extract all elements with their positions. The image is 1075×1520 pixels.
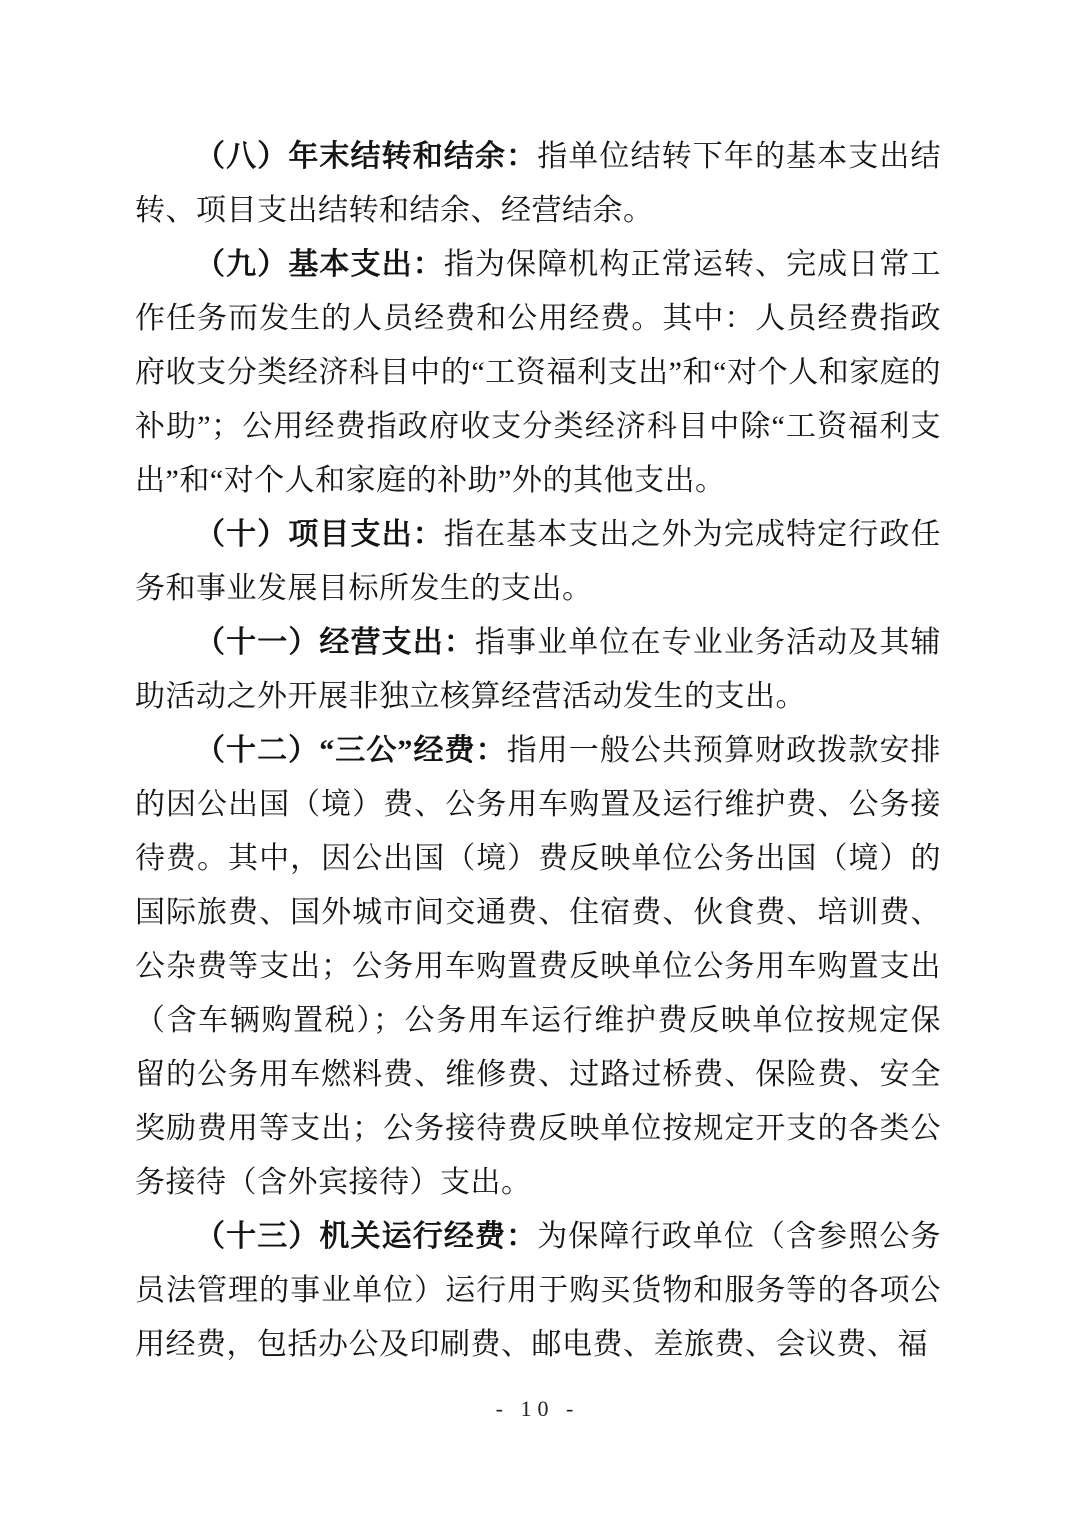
paragraph-11-body: 指事业单位在专业业务活动及其辅助活动之外开展非独立核算经营活动发生的支出。: [135, 626, 942, 713]
paragraph-10-project-expenditure: [135, 508, 941, 616]
document-body: [135, 130, 941, 1372]
paragraph-12-three-public-funds: [135, 724, 941, 1210]
paragraph-12-heading: （十二）“三公”经费：: [195, 734, 507, 767]
paragraph-8-body: 指单位结转下年的基本支出结转、项目支出结转和结余、经营结余。: [135, 140, 942, 227]
paragraph-9-body: 指为保障机构正常运转、完成日常工作任务而发生的人员经费和公用经费。其中：人员经费指政府收支分类经济科目中的“工资福利支出”和“对个人和家庭的补助”；公用经费指政府收支分类经济科目中除“工资福利支出”和“对个人和家庭的补助”外的其他支出。: [135, 248, 942, 497]
paragraph-13-agency-operating-funds: [135, 1210, 941, 1372]
paragraph-11-heading: （十一）经营支出：: [195, 626, 475, 659]
paragraph-12-body: 指用一般公共预算财政拨款安排的因公出国（境）费、公务用车购置及运行维护费、公务接待费。其中，因公出国（境）费反映单位公务出国（境）的国际旅费、国外城市间交通费、住宿费、伙食费、培训费、公杂费等支出；公务用车购置费反映单位公务用车购置支出（含车辆购置税）；公务用车运行维护费反映单位按规定保留的公务用车燃料费、维修费、过路过桥费、保险费、安全奖励费用等支出；公务接待费反映单位按规定开支的各类公务接待（含外宾接待）支出。: [135, 734, 941, 1199]
paragraph-9-basic-expenditure: [135, 238, 941, 508]
paragraph-11-operating-expenditure: [135, 616, 941, 724]
paragraph-9-heading: （九）基本支出：: [195, 248, 444, 281]
paragraph-13-body: 为保障行政单位（含参照公务员法管理的事业单位）运行用于购买货物和服务等的各项公用经费，包括办公及印刷费、邮电费、差旅费、会议费、福: [135, 1220, 942, 1361]
paragraph-8-heading: （八）年末结转和结余：: [195, 140, 538, 173]
paragraph-10-body: 指在基本支出之外为完成特定行政任务和事业发展目标所发生的支出。: [135, 518, 942, 605]
paragraph-13-heading: （十三）机关运行经费：: [195, 1220, 538, 1253]
page-number: - 10 -: [495, 1396, 580, 1421]
paragraph-8-year-end-carryover: [135, 130, 941, 238]
paragraph-10-heading: （十）项目支出：: [195, 518, 444, 551]
